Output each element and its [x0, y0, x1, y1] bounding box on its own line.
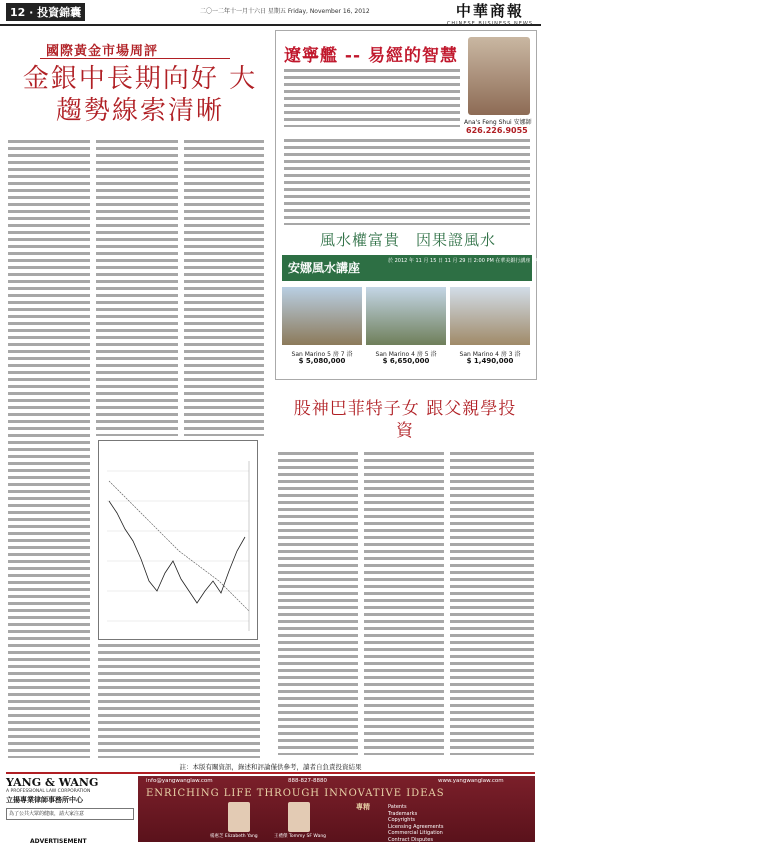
house-label-1: San Marino 5 房 7 浴	[291, 351, 353, 358]
feng-shui-ad	[275, 30, 773, 380]
chart-graphic	[99, 441, 259, 641]
attorney-photo-2	[288, 802, 310, 832]
house-label-3: San Marino 4 房 3 浴	[459, 351, 521, 358]
buffett-article-title: 股神巴菲特子女 跟父親學投資	[293, 399, 517, 441]
house-photo-3	[450, 287, 530, 345]
ad-slogan: 風水權富貴 因果證風水	[319, 231, 496, 249]
house-price-2: $ 6,650,000	[382, 357, 430, 365]
gold-price-chart	[98, 440, 258, 640]
buffett-body-col-2	[364, 450, 444, 755]
logo-english: CHINESE BUSINESS NEWS	[446, 21, 533, 27]
law-firm-ad-left	[6, 776, 134, 842]
buffett-body-col-1	[278, 450, 358, 755]
services-heading: 專精	[356, 803, 370, 811]
house-label-2: San Marino 4 房 5 浴	[375, 351, 437, 358]
attorney-photo-1	[228, 802, 250, 832]
agent-phone: 626.226.9055	[466, 126, 528, 135]
buffett-body-col-3	[450, 450, 534, 755]
law-firm-logo: YANG & WANG	[6, 776, 99, 789]
house-photo-2	[366, 287, 446, 345]
issue-date: 二〇一二年十一月十六日 星期五 Friday, November 16, 2012	[200, 8, 370, 15]
law-firm-phone[interactable]: 888-827-8880	[288, 778, 327, 784]
law-firm-ad-right	[138, 776, 535, 856]
law-firm-email[interactable]: info@yangwanglaw.com	[146, 778, 213, 784]
house-photo-1	[282, 287, 362, 345]
law-firm-chinese-name: 立揚專業律師事務所中心	[6, 796, 83, 804]
article-body-col-1	[8, 138, 90, 758]
section-label: 12 · 投資錦囊	[6, 3, 85, 21]
law-firm-notice: 為了公共大眾的健康，請大家注意	[6, 808, 134, 820]
logo-chinese: 中華商報	[455, 2, 524, 20]
attorney-name-2: 王禮傑 Tommy SF Wang	[274, 834, 327, 839]
services-list: Patents Trademarks Copyrights Licensing Agreements Commercial Litigation Contract Disputes Certain Immigration Matters Traffic Tickets	[388, 804, 459, 856]
banner-info: 於 2012 年 11 月 15 日 11 月 29 日 2:00 PM 在華美銀行講座 | Address: 9139 Las Tunas Dr. Temple City CA 91780 | Ana 安娜師 (DRE:01810221) • 歡迎來電諮詢	[388, 258, 773, 264]
advertisement-label: ADVERTISEMENT	[30, 838, 87, 845]
law-firm-subtitle: A PROFESSIONAL LAW CORPORATION	[6, 789, 91, 794]
seminar-banner	[282, 255, 773, 281]
page-header	[0, 0, 541, 26]
newspaper-logo	[447, 0, 533, 27]
article-body-bottom	[98, 642, 260, 758]
article-body-col-2	[96, 138, 178, 436]
ad-title: 遼寧艦 -- 易經的智慧	[284, 46, 458, 66]
attorney-name-1: 楊惠芝 Elizabeth Yang	[210, 834, 258, 839]
gold-market-article	[6, 30, 268, 760]
disclaimer-note: 註：本版有關資訊，錄述和評論僅供參考，讀者自負責投資結果	[179, 763, 362, 771]
house-price-3: $ 1,490,000	[466, 357, 514, 365]
kicker-divider	[40, 58, 230, 59]
house-price-1: $ 5,080,000	[298, 357, 346, 365]
article-kicker: 國際黃金市場周評	[46, 44, 159, 59]
ad-body-main	[284, 137, 530, 225]
agent-photo	[468, 37, 530, 115]
footer-divider	[6, 772, 535, 774]
law-firm-website[interactable]: www.yangwanglaw.com	[438, 778, 504, 784]
article-body-col-3	[184, 138, 264, 436]
banner-title: 安娜風水講座	[288, 261, 361, 275]
article-headline: 金銀中長期向好 大趨勢線索清晰	[22, 64, 258, 126]
agent-name: Ana's Feng Shui 安娜師	[464, 119, 532, 126]
ad-body-top	[284, 67, 460, 127]
law-firm-tagline: ENRICHING LIFE THROUGH INNOVATIVE IDEAS	[146, 788, 445, 799]
